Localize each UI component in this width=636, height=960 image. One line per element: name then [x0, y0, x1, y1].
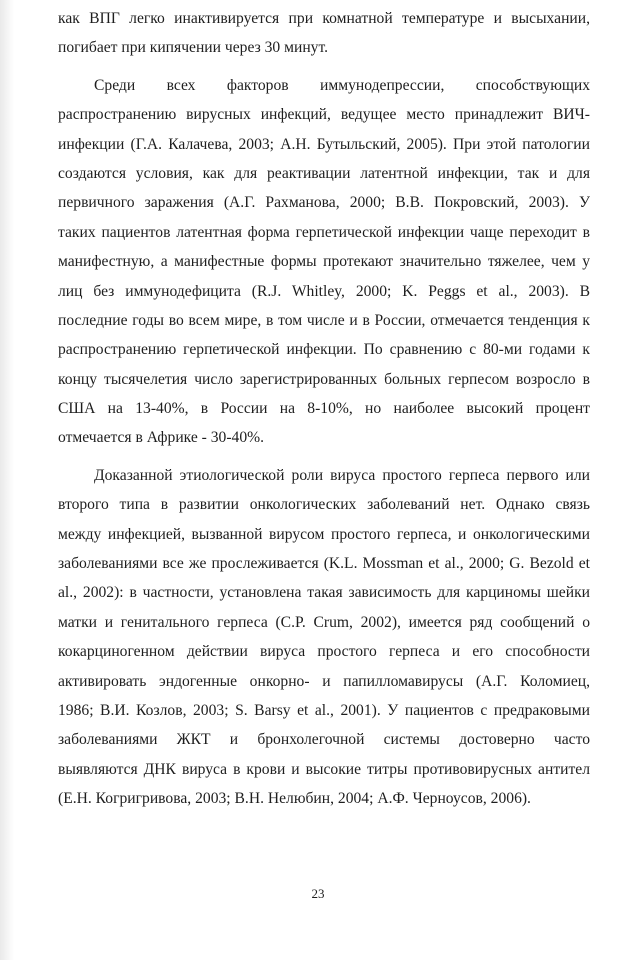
text-line: второго типа в развитии онкологических заболеваний нет. Однако связь: [58, 496, 590, 514]
text-line: (Е.Н. Когригривова, 2003; В.Н. Нелюбин, 2004; А.Ф. Черноусов, 2006).: [58, 790, 531, 808]
text-line: распространению вирусных инфекций, ведущее место принадлежит ВИЧ-: [58, 106, 590, 124]
paragraph: [58, 461, 590, 814]
page-number: 23: [311, 886, 325, 901]
paragraph: [58, 71, 590, 453]
text-line: лиц без иммунодефицита (R.J. Whitley, 2000; K. Peggs et al., 2003). В: [58, 282, 590, 300]
text-line: Доказанной этиологической роли вируса простого герпеса первого или: [94, 466, 590, 484]
body-text: [58, 4, 590, 814]
text-line: инфекции (Г.А. Калачева, 2003; А.Н. Бутыльский, 2005). При этой патологии: [58, 135, 590, 153]
scan-edge: [0, 0, 14, 960]
text-line: США на 13-40%, в России на 8-10%, но наиболее высокий процент: [58, 400, 590, 418]
text-line: Среди всех факторов иммунодепрессии, способствующих: [94, 76, 590, 94]
text-line: распространению герпетической инфекции. По сравнению с 80-ми годами к: [58, 341, 590, 359]
text-line: таких пациентов латентная форма герпетической инфекции чаще переходит в: [58, 223, 590, 241]
text-line: как ВПГ легко инактивируется при комнатной температуре и высыхании,: [58, 10, 590, 27]
text-line: создаются условия, как для реактивации латентной инфекции, так и для: [58, 164, 590, 182]
text-line: заболеваниями ЖКТ и бронхолегочной системы достоверно часто: [58, 731, 590, 749]
paragraph: [58, 4, 590, 63]
text-line: выявляются ДНК вируса в крови и высокие титры противовирусных антител: [58, 760, 590, 778]
text-line: концу тысячелетия число зарегистрированных больных герпесом возросло в: [58, 370, 590, 388]
text-line: 1986; В.И. Козлов, 2003; S. Barsy et al., 2001). У пациентов с предраковыми: [58, 701, 590, 719]
text-line: манифестную, а манифестные формы протекают значительно тяжелее, чем у: [58, 253, 590, 271]
text-line: кокарциногенном действии вируса простого герпеса и его способности: [58, 643, 590, 661]
text-line: al., 2002): в частности, установлена такая зависимость для карциномы шейки: [58, 584, 590, 602]
text-line: активировать эндогенные онкорно- и папилломавирусы (А.Г. Коломиец,: [58, 672, 590, 690]
text-line: первичного заражения (А.Г. Рахманова, 2000; В.В. Покровский, 2003). У: [58, 194, 590, 212]
text-line: погибает при кипячении через 30 минут.: [58, 39, 329, 57]
text-line: между инфекцией, вызванной вирусом простого герпеса, и онкологическими: [58, 525, 590, 543]
text-line: матки и генитального герпеса (C.P. Crum, 2002), имеется ряд сообщений о: [58, 613, 590, 631]
text-line: отмечается в Африке - 30-40%.: [58, 429, 265, 447]
text-line: последние годы во всем мире, в том числе и в России, отмечается тенденция к: [58, 311, 590, 329]
text-line: заболеваниями все же прослеживается (K.L. Mossman et al., 2000; G. Bezold et: [58, 555, 590, 573]
